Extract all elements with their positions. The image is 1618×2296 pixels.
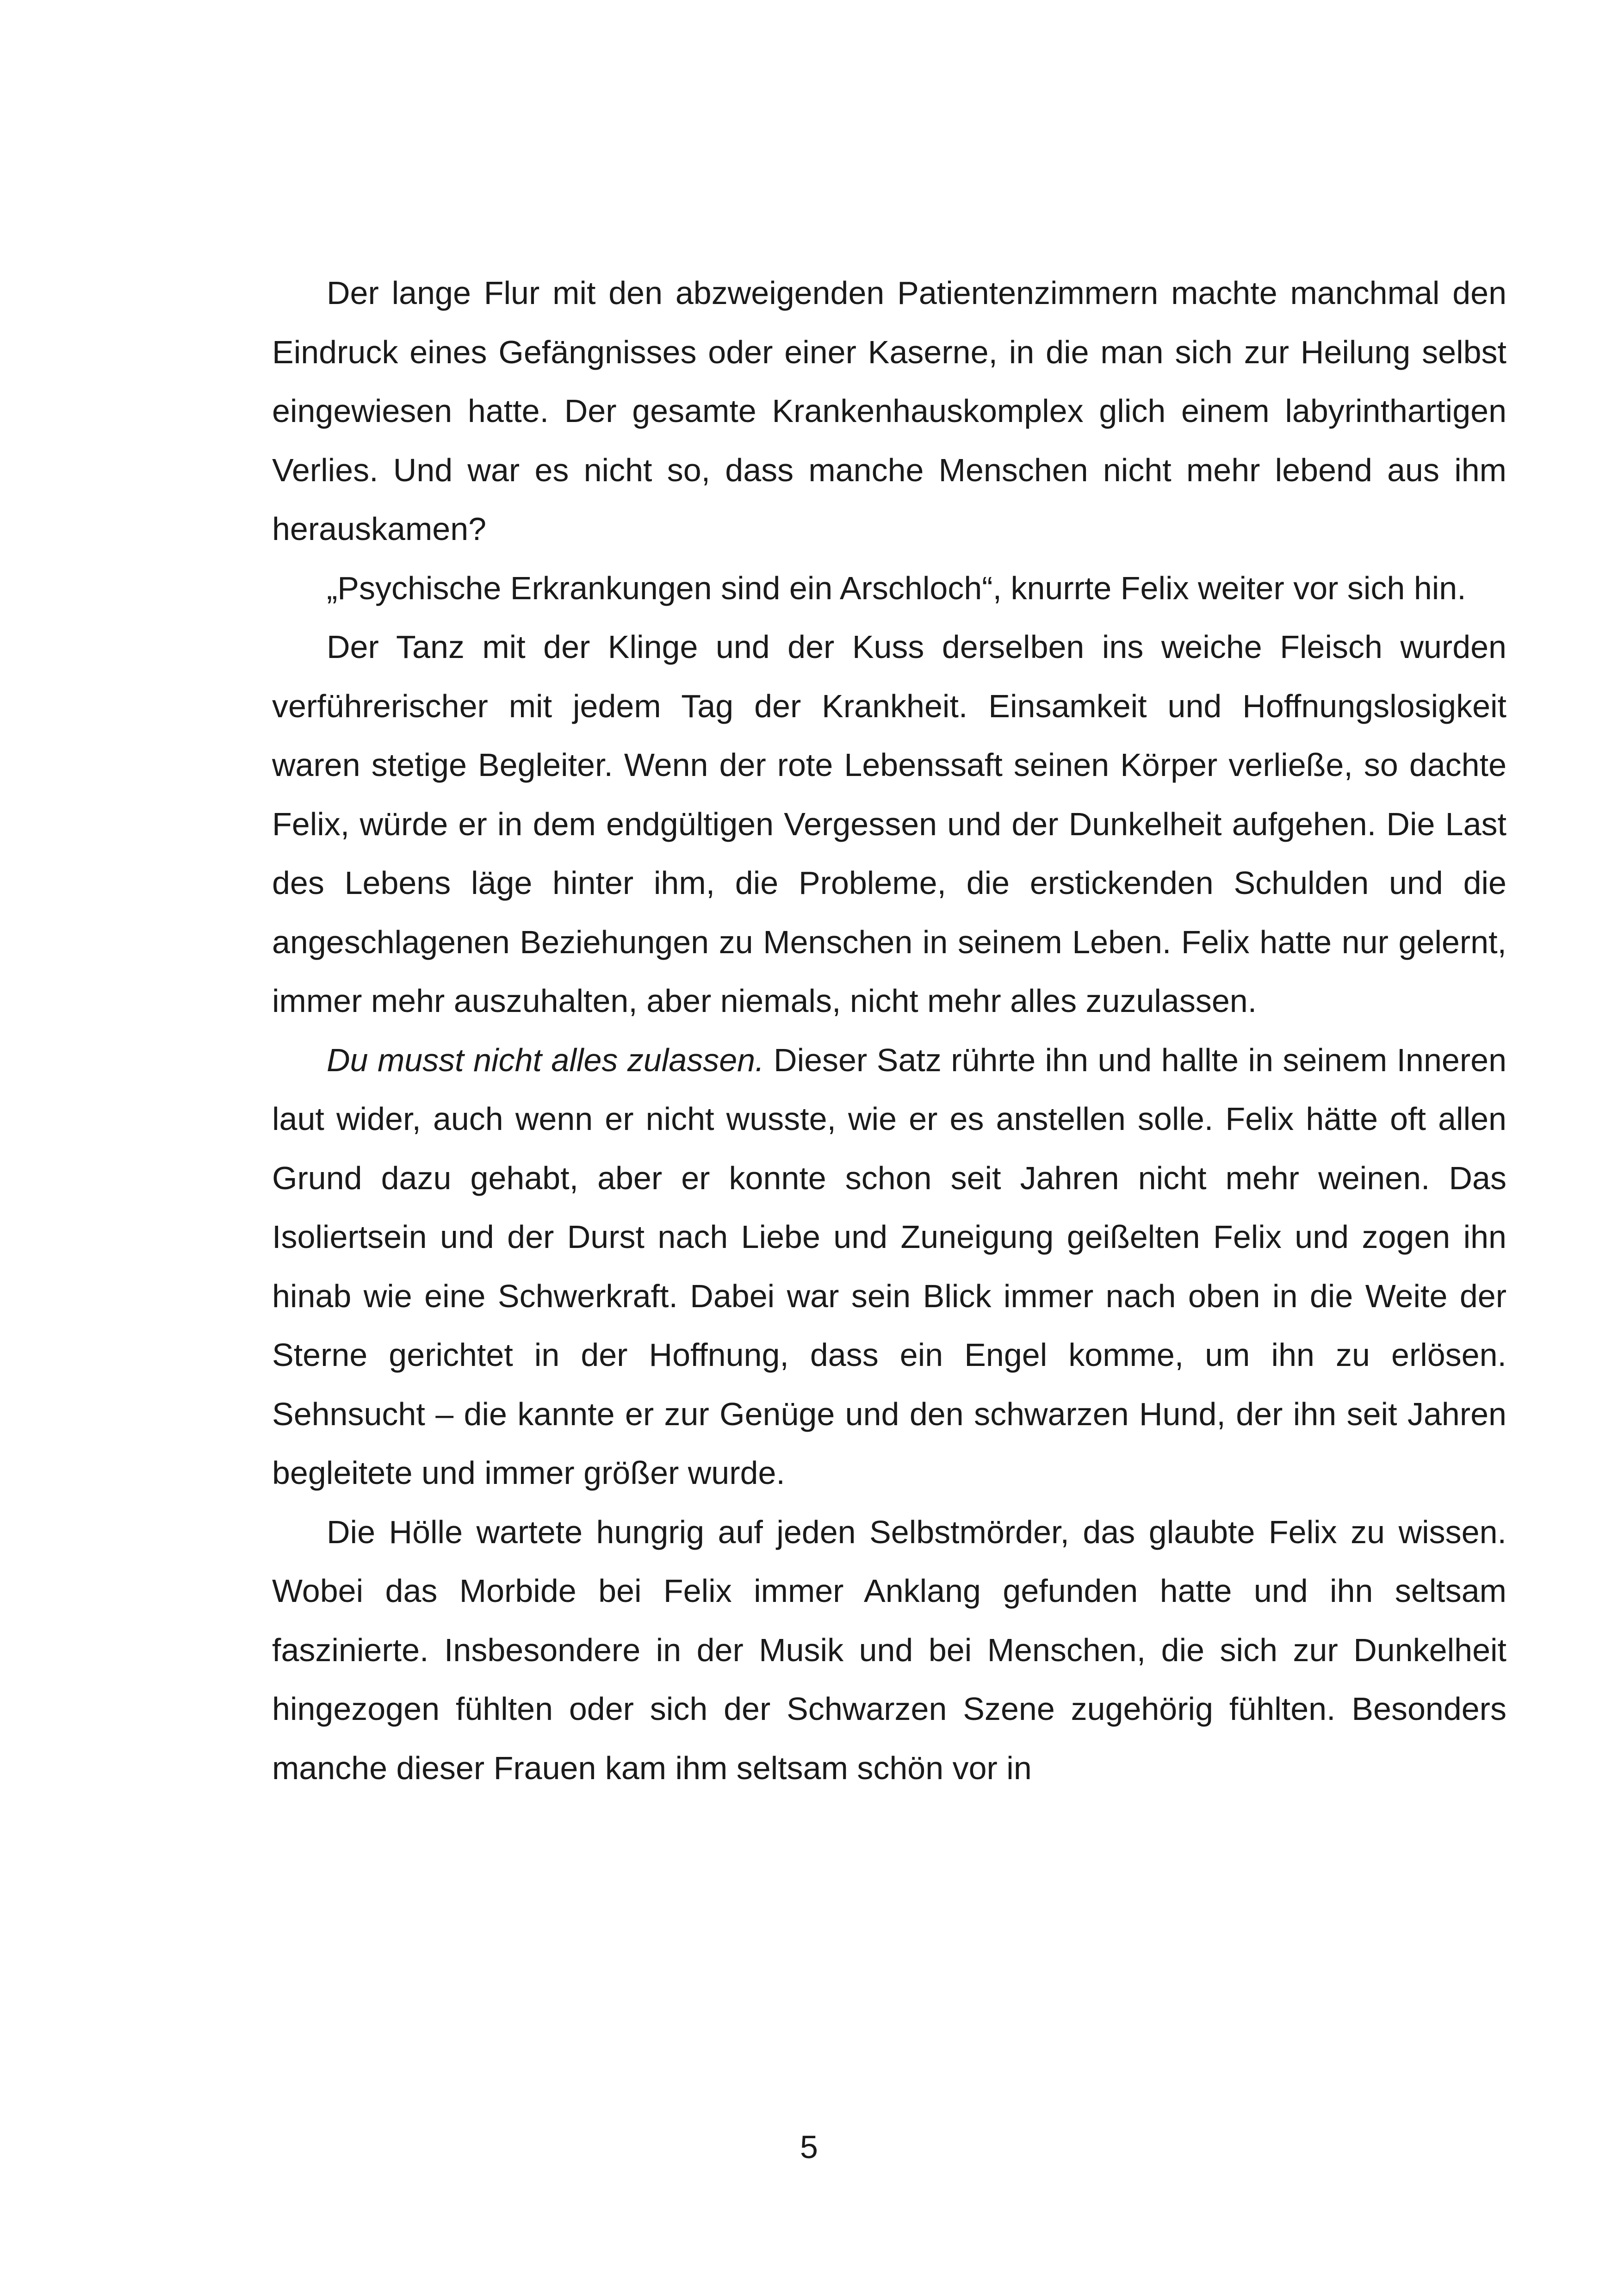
paragraph-4-italic-lead: Du musst nicht alles zulassen.: [327, 1042, 764, 1078]
paragraph-5: [272, 1503, 1506, 1798]
paragraph-5-text: Die Hölle wartete hungrig auf jeden Selbstmörder, das glaubte Felix zu wissen. Wobei das Morbide bei Felix immer Anklang gefunden hatte und ihn seltsam faszinierte. Insbesondere in der Musik und bei Menschen, die sich zur Dunkelheit hingezogen fühlten oder sich der Schwarzen Szene zugehörig fühlten. Besonders manche dieser Frauen kam ihm seltsam schön vor in: [272, 1514, 1506, 1786]
paragraph-1: [272, 264, 1506, 559]
paragraph-4-text: Dieser Satz rührte ihn und hallte in seinem Inneren laut wider, auch wenn er nicht wusste, wie er es anstellen solle. Felix hätte oft allen Grund dazu gehabt, aber er konnte schon seit Jahren nicht mehr weinen. Das Isoliertsein und der Durst nach Liebe und Zuneigung geißelten Felix und zogen ihn hinab wie eine Schwerkraft. Dabei war sein Blick immer nach oben in die Weite der Sterne gerichtet in der Hoffnung, dass ein Engel komme, um ihn zu erlösen. Sehnsucht – die kannte er zur Genüge und den schwarzen Hund, der ihn seit Jahren begleitete und immer größer wurde.: [272, 1042, 1506, 1491]
page-number: 5: [800, 2129, 818, 2165]
paragraph-2-text: „Psychische Erkrankungen sind ein Arschloch“, knurrte Felix weiter vor sich hin.: [327, 570, 1466, 606]
paragraph-4: [272, 1031, 1506, 1503]
paragraph-2: [272, 559, 1506, 618]
paragraph-3: [272, 618, 1506, 1031]
paragraph-3-text: Der Tanz mit der Klinge und der Kuss derselben ins weiche Fleisch wurden verführerischer mit jedem Tag der Krankheit. Einsamkeit und Hoffnungslosigkeit waren stetige Begleiter. Wenn der rote Lebenssaft seinen Körper verließe, so dachte Felix, würde er in dem endgültigen Vergessen und der Dunkelheit aufgehen. Die Last des Lebens läge hinter ihm, die Probleme, die erstickenden Schulden und die angeschlagenen Beziehungen zu Menschen in seinem Leben. Felix hatte nur gelernt, immer mehr auszuhalten, aber niemals, nicht mehr alles zuzulassen.: [272, 629, 1506, 1019]
body-text: [272, 264, 1506, 1798]
paragraph-1-text: Der lange Flur mit den abzweigenden Patientenzimmern machte manchmal den Eindruck eines Gefängnisses oder einer Kaserne, in die man sich zur Heilung selbst eingewiesen hatte. Der gesamte Krankenhauskomplex glich einem labyrinthartigen Verlies. Und war es nicht so, dass manche Menschen nicht mehr lebend aus ihm herauskamen?: [272, 275, 1506, 547]
